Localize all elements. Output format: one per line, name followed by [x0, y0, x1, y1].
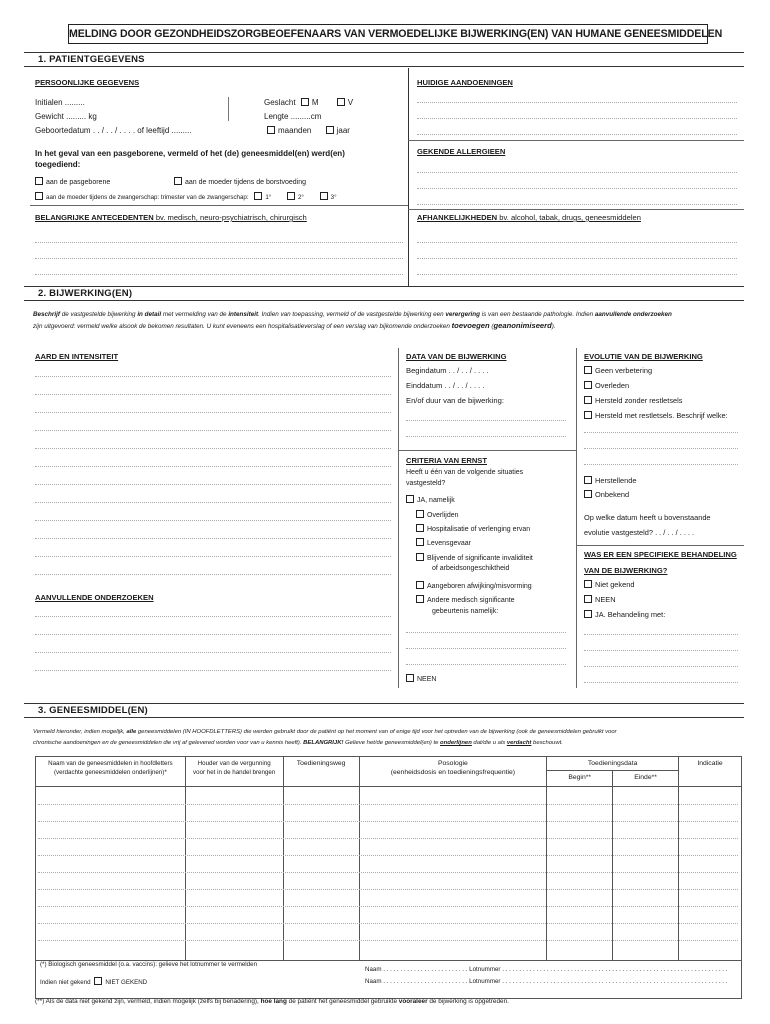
pasgeborene-opt3-row: [35, 192, 337, 202]
behandeling-ja-label: JA. Behandeling met:: [595, 610, 666, 619]
naam-cell[interactable]: [36, 787, 186, 961]
geslacht-row: [264, 98, 353, 108]
criteria-item-6: [416, 595, 515, 605]
antecedenten-heading: [35, 213, 307, 222]
afhankelijkheden-line-3[interactable]: [417, 274, 737, 275]
geslacht-v-checkbox[interactable]: [337, 98, 345, 106]
herstellende-checkbox[interactable]: [584, 476, 592, 484]
note-text-2: de patiënt het geneesmiddel gebruikte: [286, 998, 399, 1005]
aard-line-9[interactable]: [35, 520, 391, 521]
gewicht-field[interactable]: Gewicht ......... kg: [35, 112, 97, 121]
persoonlijke-gegevens-heading: PERSOONLIJKE GEGEVENS: [35, 78, 140, 87]
trimester3-checkbox[interactable]: [320, 192, 328, 200]
criteria-question-2: vastgesteld?: [406, 480, 446, 487]
intro-paren-close: ).: [551, 323, 556, 330]
intro-in-detail: in detail: [137, 311, 162, 318]
behandeling-ja-checkbox[interactable]: [584, 610, 592, 618]
lotnummer-field-1[interactable]: Naam . . . . . . . . . . . . . . . . . . . . . . . . . Lotnummer . . . . . . . . . . . . . . . . . . . . . . . . . . . . . . . . . . . . . . . . . . . . . . . . . . . . . . . . . . . . . . . . . .: [365, 966, 728, 973]
col-pos-line1: Posologie: [437, 760, 468, 767]
hospitalisatie-checkbox[interactable]: [416, 524, 424, 532]
afhankelijkheden-heading: [417, 213, 641, 222]
jaar-checkbox[interactable]: [326, 126, 334, 134]
intro-beschrijf: Beschrijf: [33, 311, 60, 318]
hospitalisatie-label: Hospitalisatie of verlenging ervan: [427, 526, 531, 533]
col-naam-header: [36, 757, 186, 787]
lengte-field[interactable]: Lengte .........cm: [264, 112, 322, 121]
criteria-neen-row: [406, 674, 436, 684]
onbekend-label: Onbekend: [595, 490, 630, 499]
overlijden-label: Overlijden: [427, 512, 459, 519]
personal-divider: [228, 97, 229, 121]
section2-divider-2: [576, 348, 577, 688]
geslacht-m-checkbox[interactable]: [301, 98, 309, 106]
trimester3-label: 3°: [330, 194, 337, 201]
table-row-guide-5: [38, 872, 738, 873]
behandeling-heading-2: VAN DE BIJWERKING?: [584, 566, 668, 575]
huidige-line-3[interactable]: [417, 134, 737, 135]
trimester1-label: 1°: [265, 194, 272, 201]
data-heading: DATA VAN DE BIJWERKING: [406, 352, 507, 361]
andere-line-1[interactable]: [406, 632, 566, 633]
allergieen-line: [408, 140, 744, 141]
niet-gekend-label: Niet gekend: [595, 580, 635, 589]
aard-line-1[interactable]: [35, 376, 391, 377]
criteria-item-3: [416, 538, 471, 548]
criteria-ja-label: JA, namelijk: [417, 497, 455, 504]
form-title: MELDING DOOR GEZONDHEIDSZORGBEOEFENAARS VAN VERMOEDELIJKE BIJWERKING(EN) VAN HUMANE GENEESMIDDELEN: [68, 24, 708, 44]
s3-intro-text-6: beschouwt.: [531, 740, 563, 746]
behandeling-line-4[interactable]: [584, 682, 738, 683]
allergieen-line-3[interactable]: [417, 204, 737, 205]
leeftijd-unit-row: [267, 126, 350, 136]
andere-label: Andere medisch significante: [427, 597, 515, 604]
behandeling-heading-1: WAS ER EEN SPECIFIEKE BEHANDELING: [584, 550, 737, 559]
intro-text-3: . Indien van toepassing, vermeld of de vastgestelde bijwerking een: [258, 311, 446, 318]
behandeling-neen-checkbox[interactable]: [584, 595, 592, 603]
aard-line-12[interactable]: [35, 574, 391, 575]
col-weg-header: Toedieningsweg: [283, 757, 359, 787]
table-row-guide-2: [38, 821, 738, 822]
evolutie-datum-1: Op welke datum heeft u bovenstaande: [584, 513, 711, 522]
table-row-guide-1: [38, 804, 738, 805]
niet-gekend-checkbox[interactable]: [584, 580, 592, 588]
col-naam-line2: (verdachte geneesmiddelen onderlijnen)*: [53, 769, 167, 776]
invaliditeit-label: Blijvende of significante invaliditeit: [427, 555, 533, 562]
s3-intro-belangrijk: BELANGRIJK!: [303, 740, 344, 746]
herstellende-row: [584, 476, 637, 485]
aanvullende-line-4[interactable]: [35, 670, 391, 671]
intro-intensiteit: intensiteit: [228, 311, 259, 318]
intro-text-2: met vermelding van de: [161, 311, 229, 318]
criteria-line: [398, 450, 576, 451]
criteria-neen-checkbox[interactable]: [406, 674, 414, 682]
overlijden-checkbox[interactable]: [416, 510, 424, 518]
intro-aanvullende: aanvullende onderzoeken: [594, 311, 672, 318]
aangeboren-checkbox[interactable]: [416, 581, 424, 589]
note-vooraleer: vooraleer: [398, 998, 428, 1005]
criteria-item-1: [416, 510, 459, 520]
weg-cell[interactable]: [283, 787, 359, 961]
col-pos-line2: (eenheidsdosis en toedieningsfrequentie): [390, 769, 516, 776]
aard-line-8[interactable]: [35, 502, 391, 503]
allergieen-heading: GEKENDE ALLERGIEEN: [417, 147, 506, 156]
jaar-label: jaar: [336, 126, 350, 135]
s3-intro-text-3: chronische aandoeningen en de geneesmiddelen die vrij af gelevered worden voor van u kennis heeft).: [33, 740, 304, 746]
behandeling-item-1: [584, 580, 634, 589]
pasgeborene-checkbox[interactable]: [35, 177, 43, 185]
duur-field[interactable]: En/of duur van de bijwerking:: [406, 396, 504, 405]
andere-checkbox[interactable]: [416, 595, 424, 603]
section1-divider: [408, 68, 409, 286]
lot-niet-gekend-checkbox[interactable]: [94, 977, 102, 985]
pasgeborene-opt2-row: [174, 177, 306, 187]
table-row-guide-8: [38, 923, 738, 924]
invaliditeit-checkbox[interactable]: [416, 553, 424, 561]
table-row-guide-3: [38, 838, 738, 839]
intro-text-5: zijn uitgevoerd: vermeld welke alsook de bekomen resultaten. U kunt eveneens een hospitalisatieverslag of een verslag van bijkomende onderzoeken: [33, 323, 452, 330]
biologisch-note: (*) Biologisch geneesmiddel (o.a. vaccins): gelieve het lotnummer te vermelden: [40, 961, 258, 968]
aard-line-2[interactable]: [35, 394, 391, 395]
section2-intro-line2: [33, 321, 556, 331]
lotnummer-field-2[interactable]: Naam . . . . . . . . . . . . . . . . . . . . . . . . . Lotnummer . . . . . . . . . . . . . . . . . . . . . . . . . . . . . . . . . . . . . . . . . . . . . . . . . . . . . . . . . . . . . . . . . .: [365, 978, 728, 985]
geen-verbetering-checkbox[interactable]: [584, 366, 592, 374]
criteria-item-4: [416, 553, 533, 563]
criteria-item-5: [416, 581, 532, 591]
intro-geanonimiseerd: geanonimiseerd: [493, 321, 552, 330]
maanden-label: maanden: [278, 126, 312, 135]
col-houder-line2: voor het in de handel brengen: [193, 769, 276, 776]
overleden-label: Overleden: [595, 381, 630, 390]
intro-verergering: verergering: [445, 311, 480, 318]
hersteld-line-3[interactable]: [584, 464, 738, 465]
behandeling-item-2: [584, 595, 616, 604]
antecedenten-hint: bv. medisch, neuro-psychiatrisch, chirurgisch: [153, 213, 307, 222]
criteria-ja-row: [406, 495, 455, 505]
col-begin-header: Begin**: [547, 771, 613, 787]
herstellende-label: Herstellende: [595, 476, 637, 485]
intro-text-4: is van een bestaande pathologie. Indien: [480, 311, 595, 318]
aard-line-10[interactable]: [35, 538, 391, 539]
hersteld-met-label: Hersteld met restletsels. Beschrijf welke:: [595, 411, 728, 420]
col-naam-line1: Naam van de geneesmiddelen in hoofdletters: [48, 760, 173, 767]
col-houder-header: [185, 757, 283, 787]
niet-gekend-text: Indien niet gekend: [40, 979, 91, 986]
geslacht-label: Geslacht: [264, 98, 296, 107]
s3-intro-text-4: Gelieve het/de geneesmiddel(en) te: [343, 740, 441, 746]
levensgevaar-checkbox[interactable]: [416, 538, 424, 546]
aard-line-7[interactable]: [35, 484, 391, 485]
col-houder-line1: Houder van de vergunning: [197, 760, 271, 767]
behandeling-line-1[interactable]: [584, 634, 738, 635]
geslacht-m-label: M: [311, 98, 319, 107]
allergieen-line-1[interactable]: [417, 172, 737, 173]
duur-line-1[interactable]: [406, 420, 566, 421]
criteria-heading: CRITERIA VAN ERNST: [406, 456, 488, 465]
intro-text-1: de vastgestelde bijwerking: [59, 311, 138, 318]
overleden-checkbox[interactable]: [584, 381, 592, 389]
afhankelijkheden-line-1[interactable]: [417, 242, 737, 243]
hersteld-zonder-label: Hersteld zonder restletsels: [595, 396, 683, 405]
section1-heading: 1. PATIENTGEGEVENS: [24, 53, 744, 67]
col-pos-header: [359, 757, 547, 787]
huidige-line-2[interactable]: [417, 118, 737, 119]
evolutie-item-4: [584, 411, 728, 420]
hersteld-line-2[interactable]: [584, 448, 738, 449]
borstvoeding-checkbox[interactable]: [174, 177, 182, 185]
zwangerschap-label: aan de moeder tijdens de zwangerschap: trimester van de zwangerschap:: [46, 194, 249, 201]
hersteld-met-checkbox[interactable]: [584, 411, 592, 419]
table-row-guide-6: [38, 889, 738, 890]
note-text-1: (**) Als de data niet gekend zijn, vermeld, indien mogelijk (zelfs bij benadering),: [35, 998, 261, 1005]
criteria-question-1: Heeft u één van de volgende situaties: [406, 469, 524, 476]
huidige-aandoeningen-heading: HUIDIGE AANDOENINGEN: [417, 78, 513, 87]
indicatie-cell[interactable]: [679, 787, 742, 961]
pasgeborene-opt1-row: [35, 177, 110, 187]
aard-line-3[interactable]: [35, 412, 391, 413]
s3-intro-onderlijnen: onderlijnen: [440, 740, 472, 746]
aangeboren-label: Aangeboren afwijking/misvorming: [427, 583, 532, 590]
evolutie-item-3: [584, 396, 683, 405]
initialen-field[interactable]: Initialen .........: [35, 98, 85, 107]
allergieen-line-2[interactable]: [417, 188, 737, 189]
table-row-guide-9: [38, 940, 738, 941]
section3-intro-line1: [33, 728, 617, 737]
zwangerschap-checkbox[interactable]: [35, 192, 43, 200]
levensgevaar-label: Levensgevaar: [427, 540, 471, 547]
pasgeborene-question: In het geval van een pasgeborene, vermeld of het (de) geneesmiddel(en) werd(en) toegediend:: [35, 149, 345, 169]
aanvullende-heading: AANVULLENDE ONDERZOEKEN: [35, 593, 154, 602]
houder-cell[interactable]: [185, 787, 283, 961]
section2-intro-line1: [33, 310, 672, 319]
data-note: [35, 998, 509, 1006]
geen-verbetering-label: Geen verbetering: [595, 366, 653, 375]
criteria-neen-label: NEEN: [417, 676, 437, 683]
evolutie-item-2: [584, 381, 629, 390]
behandeling-line: [576, 545, 744, 546]
s3-intro-text-5: dat/die u als: [471, 740, 507, 746]
geslacht-v-label: V: [347, 98, 354, 107]
s3-intro-text-2: geneesmiddelen (IN HOOFDLETTERS) die werden gebruikt door de patiënt op het moment van of enige tijd voor het optreden van de bijwerking (ook de geneesmiddelen gebruikt voor: [136, 729, 617, 735]
behandeling-line-2[interactable]: [584, 650, 738, 651]
section2-divider-1: [398, 348, 399, 688]
table-row-guide-4: [38, 855, 738, 856]
evolutie-datum-2[interactable]: evolutie vastgesteld? . . / . . / . . . .: [584, 528, 695, 537]
col-toed-header: Toedieningsdata: [547, 757, 679, 771]
borstvoeding-label: aan de moeder tijdens de borstvoeding: [185, 179, 307, 186]
aanvullende-line-2[interactable]: [35, 634, 391, 635]
aard-line-5[interactable]: [35, 448, 391, 449]
afhankelijkheden-line-2[interactable]: [417, 258, 737, 259]
section2-heading: 2. BIJWERKING(EN): [24, 287, 744, 301]
geboortedatum-field[interactable]: Geboortedatum . . / . . / . . . . of leeftijd .........: [35, 126, 192, 135]
intro-paren-open: (: [489, 323, 494, 330]
antecedenten-line-3[interactable]: [35, 274, 403, 275]
pasgeborene-label: aan de pasgeborene: [46, 179, 111, 186]
col-ind-header: Indicatie: [679, 757, 742, 787]
table-row-guide-7: [38, 906, 738, 907]
einde-cell[interactable]: [613, 787, 679, 961]
trimester1-checkbox[interactable]: [254, 192, 262, 200]
intro-toevoegen: toevoegen: [451, 321, 490, 330]
andere-line-3[interactable]: [406, 664, 566, 665]
antecedenten-line: [30, 205, 408, 206]
onbekend-row: [584, 490, 629, 499]
hersteld-line-1[interactable]: [584, 432, 738, 433]
andere-label-2: gebeurtenis namelijk:: [432, 608, 499, 615]
note-text-3: de bijwerking is opgetreden.: [427, 998, 509, 1005]
maanden-checkbox[interactable]: [267, 126, 275, 134]
aard-heading: AARD EN INTENSITEIT: [35, 352, 119, 361]
afhankelijkheden-hint: bv. alcohol, tabak, drugs, geneesmiddelen: [497, 213, 641, 222]
s3-intro-verdacht: verdacht: [506, 740, 532, 746]
lot-niet-gekend-label: NIET GEKEND: [105, 979, 148, 986]
behandeling-item-3: [584, 610, 665, 619]
begindatum-field[interactable]: Begindatum . . / . . / . . . .: [406, 366, 489, 375]
aanvullende-line-1[interactable]: [35, 616, 391, 617]
evolutie-item-1: [584, 366, 652, 375]
huidige-line-1[interactable]: [417, 102, 737, 103]
einddatum-field[interactable]: Einddatum . . / . . / . . . .: [406, 381, 485, 390]
invaliditeit-label-2: of arbeidsongeschiktheid: [432, 565, 510, 572]
antecedenten-line-2[interactable]: [35, 258, 403, 259]
duur-line-2[interactable]: [406, 436, 566, 437]
s3-intro-text-1: Vermeld hieronder, indien mogelijk,: [33, 729, 127, 735]
criteria-ja-checkbox[interactable]: [406, 495, 414, 503]
s3-intro-alle: alle: [126, 729, 137, 735]
niet-gekend-row: [40, 977, 147, 987]
aard-line-6[interactable]: [35, 466, 391, 467]
note-hoe-lang: hoe lang: [260, 998, 287, 1005]
section3-intro-line2: [33, 739, 563, 748]
pos-cell[interactable]: [359, 787, 547, 961]
afhankelijkheden-label: AFHANKELIJKHEDEN: [417, 213, 498, 222]
aard-line-11[interactable]: [35, 556, 391, 557]
andere-line-2[interactable]: [406, 648, 566, 649]
aanvullende-line-3[interactable]: [35, 652, 391, 653]
aard-line-4[interactable]: [35, 430, 391, 431]
section3-heading: 3. GENEESMIDDEL(EN): [24, 704, 744, 718]
trimester2-label: 2°: [297, 194, 304, 201]
hersteld-zonder-checkbox[interactable]: [584, 396, 592, 404]
col-einde-header: Einde**: [613, 771, 679, 787]
onbekend-checkbox[interactable]: [584, 490, 592, 498]
behandeling-line-3[interactable]: [584, 666, 738, 667]
trimester2-checkbox[interactable]: [287, 192, 295, 200]
behandeling-neen-label: NEEN: [595, 595, 616, 604]
begin-cell[interactable]: [547, 787, 613, 961]
antecedenten-label: BELANGRIJKE ANTECEDENTEN: [35, 213, 154, 222]
evolutie-heading: EVOLUTIE VAN DE BIJWERKING: [584, 352, 703, 361]
criteria-item-2: [416, 524, 530, 534]
afhankelijkheden-line: [408, 209, 744, 210]
antecedenten-line-1[interactable]: [35, 242, 403, 243]
